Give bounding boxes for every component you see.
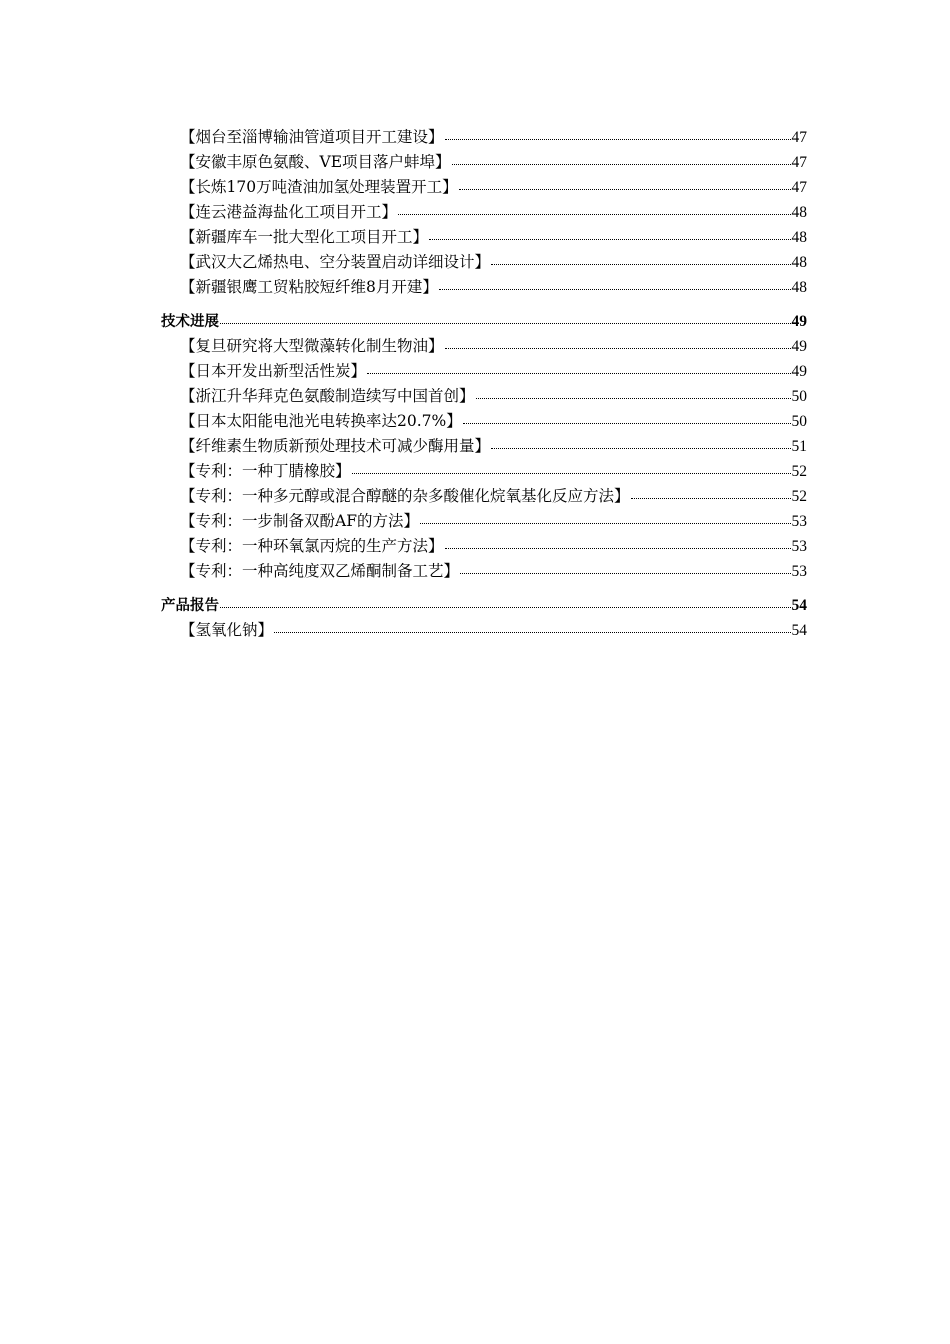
toc-entry-page: 52	[791, 463, 807, 480]
toc-entry-page: 50	[791, 388, 807, 405]
toc-entry[interactable]	[161, 509, 807, 534]
dot-leader	[220, 322, 791, 324]
toc-entry-page: 52	[791, 488, 807, 505]
dot-leader	[420, 522, 791, 524]
toc-heading[interactable]	[161, 593, 807, 618]
toc-entry[interactable]	[161, 534, 807, 559]
toc-heading-title: 技术进展	[161, 314, 219, 330]
toc-entry-title: 【氢氧化钠】	[180, 621, 274, 639]
dot-leader	[491, 447, 790, 449]
toc-section-tech	[161, 309, 807, 584]
toc-entry-page: 48	[791, 254, 807, 271]
toc-entry[interactable]	[161, 434, 807, 459]
toc-entry-page: 49	[791, 338, 807, 355]
toc-entry-page: 47	[791, 129, 807, 146]
dot-leader	[491, 263, 790, 265]
toc-entry-title: 【烟台至淄博输油管道项目开工建设】	[180, 128, 444, 146]
toc-entry-page: 53	[791, 563, 807, 580]
toc-entry-title: 【专利：一种环氧氯丙烷的生产方法】	[180, 537, 444, 555]
toc-entry[interactable]	[161, 225, 807, 250]
table-of-contents	[161, 125, 807, 652]
toc-heading-title: 产品报告	[161, 598, 219, 614]
toc-entry-title: 【专利：一种高纯度双乙烯酮制备工艺】	[180, 562, 460, 580]
toc-entry[interactable]	[161, 618, 807, 643]
dot-leader	[459, 188, 791, 190]
toc-entry-page: 48	[791, 229, 807, 246]
toc-entry[interactable]	[161, 484, 807, 509]
toc-entry-page: 48	[791, 204, 807, 221]
toc-heading[interactable]	[161, 309, 807, 334]
toc-entry[interactable]	[161, 175, 807, 200]
toc-section-product	[161, 593, 807, 643]
toc-entry[interactable]	[161, 125, 807, 150]
toc-entry-title: 【长炼170万吨渣油加氢处理装置开工】	[180, 178, 458, 196]
dot-leader	[439, 288, 791, 290]
dot-leader	[476, 397, 791, 399]
toc-section-projects	[161, 125, 807, 300]
toc-entry-page: 47	[791, 179, 807, 196]
toc-entry-page: 53	[791, 513, 807, 530]
toc-entry[interactable]	[161, 250, 807, 275]
dot-leader	[445, 138, 791, 140]
toc-heading-page: 49	[791, 313, 807, 330]
dot-leader	[274, 631, 790, 633]
dot-leader	[445, 547, 791, 549]
toc-entry[interactable]	[161, 200, 807, 225]
toc-entry-title: 【专利：一种丁腈橡胶】	[180, 462, 351, 480]
dot-leader	[460, 572, 790, 574]
toc-entry-title: 【浙江升华拜克色氨酸制造续写中国首创】	[180, 387, 475, 405]
toc-entry-page: 54	[791, 622, 807, 639]
toc-entry-page: 49	[791, 363, 807, 380]
dot-leader	[463, 422, 791, 424]
toc-entry[interactable]	[161, 359, 807, 384]
toc-entry-page: 48	[791, 279, 807, 296]
toc-entry-title: 【武汉大乙烯热电、空分装置启动详细设计】	[180, 253, 491, 271]
toc-entry-title: 【安徽丰原色氨酸、VE项目落户蚌埠】	[180, 153, 451, 171]
toc-entry[interactable]	[161, 334, 807, 359]
toc-entry-title: 【复旦研究将大型微藻转化制生物油】	[180, 337, 444, 355]
toc-entry-page: 47	[791, 154, 807, 171]
toc-entry-page: 53	[791, 538, 807, 555]
toc-entry-title: 【新疆库车一批大型化工项目开工】	[180, 228, 429, 246]
toc-entry-title: 【纤维素生物质新预处理技术可减少酶用量】	[180, 437, 491, 455]
toc-entry[interactable]	[161, 275, 807, 300]
dot-leader	[398, 213, 790, 215]
toc-entry-page: 51	[791, 438, 807, 455]
dot-leader	[429, 238, 790, 240]
toc-entry-title: 【日本开发出新型活性炭】	[180, 362, 367, 380]
dot-leader	[445, 347, 791, 349]
toc-entry-title: 【日本太阳能电池光电转换率达20.7%】	[180, 412, 462, 430]
toc-entry-page: 50	[791, 413, 807, 430]
toc-entry[interactable]	[161, 384, 807, 409]
toc-entry[interactable]	[161, 150, 807, 175]
toc-entry[interactable]	[161, 459, 807, 484]
toc-entry-title: 【连云港益海盐化工项目开工】	[180, 203, 398, 221]
dot-leader	[367, 372, 790, 374]
toc-entry-title: 【专利：一种多元醇或混合醇醚的杂多酸催化烷氧基化反应方法】	[180, 487, 630, 505]
toc-heading-page: 54	[791, 597, 807, 614]
toc-entry[interactable]	[161, 559, 807, 584]
toc-entry[interactable]	[161, 409, 807, 434]
dot-leader	[220, 606, 791, 608]
toc-entry-title: 【新疆银鹰工贸粘胶短纤维8月开建】	[180, 278, 438, 296]
toc-entry-title: 【专利：一步制备双酚AF的方法】	[180, 512, 419, 530]
dot-leader	[631, 497, 791, 499]
dot-leader	[352, 472, 791, 474]
dot-leader	[452, 163, 791, 165]
